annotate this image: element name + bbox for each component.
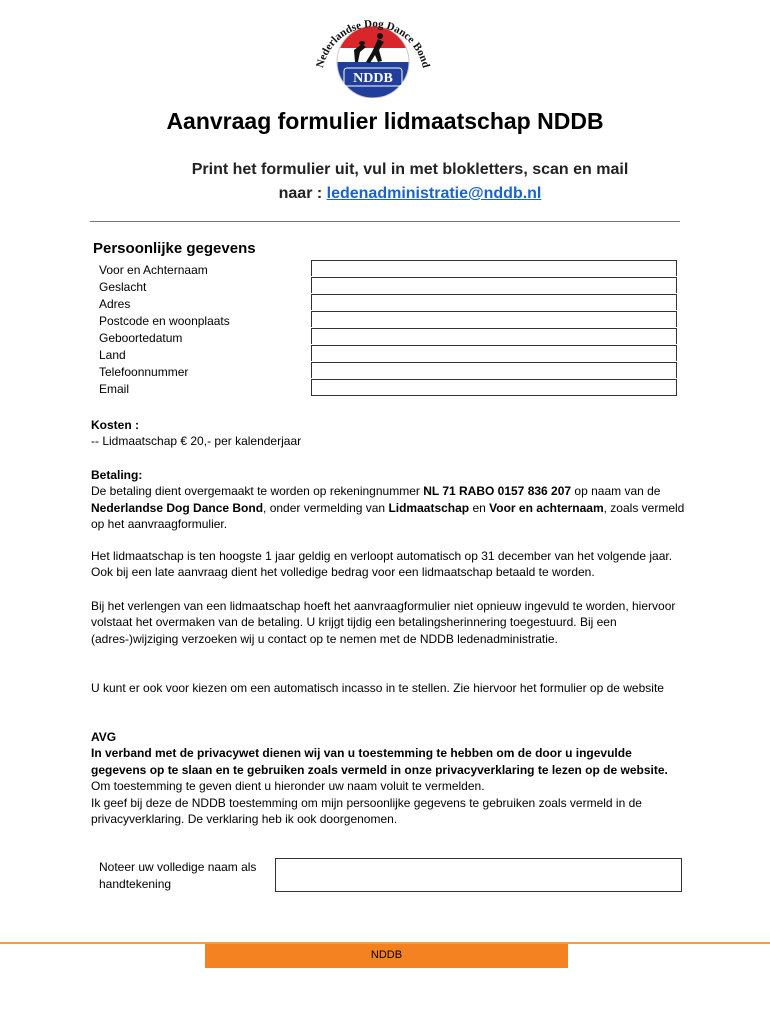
- payment-text: , onder vermelding van: [263, 500, 389, 515]
- subtitle-line1: Print het formulier uit, vul in met blokletters, scan en mail: [191, 161, 629, 178]
- footer-tab: NDDB: [205, 944, 568, 968]
- avg-section: [91, 729, 687, 827]
- payment-org: Nederlandse Dog Dance Bond: [91, 500, 264, 515]
- signature-input[interactable]: [275, 858, 682, 892]
- payment-membership: Lidmaatschap: [388, 500, 470, 515]
- avg-heading: AVG: [91, 730, 117, 744]
- nddb-logo: [308, 12, 438, 98]
- logo-badge: NDDB: [353, 71, 393, 86]
- payment-text: , zoals vermeld op het aanvraagformulier.: [91, 500, 685, 532]
- payment-text: en: [469, 500, 490, 515]
- costs-heading: Kosten :: [91, 418, 139, 432]
- incasso-info: U kunt er ook voor kiezen om een automatisch incasso in te stellen. Zie hiervoor het formulier op de website: [91, 681, 664, 695]
- payment-name: Voor en achternaam: [489, 500, 604, 515]
- field-label-country: Land: [99, 348, 126, 362]
- field-label-name: Voor en Achternaam: [99, 263, 208, 277]
- payment-iban: NL 71 RABO 0157 836 207: [423, 484, 572, 499]
- field-label-birthdate: Geboortedatum: [99, 331, 183, 345]
- payment-text: op naam van de: [571, 484, 661, 499]
- membership-validity: Het lidmaatschap is ten hoogste 1 jaar geldig en verloopt automatisch op 31 december van het volgende jaar. Ook bij een late aanvraag dient het volledige bedrag voor een lidmaatschap betaald te worden.: [91, 549, 673, 580]
- costs-section: [91, 417, 687, 450]
- field-label-gender: Geslacht: [99, 280, 147, 294]
- input-phone[interactable]: [311, 362, 677, 378]
- field-label-address: Adres: [99, 297, 131, 311]
- payment-heading: Betaling:: [91, 468, 143, 482]
- signature-label: Noteer uw volledige naam als handtekening: [99, 860, 257, 891]
- page-title: Aanvraag formulier lidmaatschap NDDB: [166, 108, 604, 134]
- input-name[interactable]: [311, 260, 677, 276]
- input-country[interactable]: [311, 345, 677, 361]
- input-address[interactable]: [311, 294, 677, 310]
- input-email[interactable]: [311, 379, 677, 396]
- subtitle: [120, 158, 700, 206]
- avg-line2: Ik geef bij deze de NDDB toestemming om mijn persoonlijke gegevens te gebruiken zoals vermeld in de privacyverklaring. De verklaring heb ik ook doorgenomen.: [91, 795, 642, 827]
- input-birthdate[interactable]: [311, 328, 677, 344]
- payment-text: De betaling dient overgemaakt te worden op rekeningnummer: [91, 484, 424, 499]
- input-gender[interactable]: [311, 277, 677, 293]
- divider: [90, 221, 680, 222]
- costs-line: -- Lidmaatschap € 20,- per kalenderjaar: [91, 434, 302, 449]
- field-label-postcode: Postcode en woonplaats: [99, 314, 230, 328]
- personal-heading: Persoonlijke gegevens: [93, 240, 256, 257]
- payment-section: [91, 467, 687, 533]
- input-postcode[interactable]: [311, 311, 677, 327]
- field-label-phone: Telefoonnummer: [99, 365, 189, 379]
- logo-arc-text: Nederlandse Dog Dance Bond: [314, 17, 432, 70]
- field-label-email: Email: [99, 382, 130, 396]
- avg-bold-text: In verband met de privacywet dienen wij van u toestemming te hebben om de door u ingevulde gegevens op te slaan en te gebruiken zoals vermeld in onze privacyverklaring te lezen op de website.: [91, 746, 668, 777]
- email-link[interactable]: ledenadministratie@nddb.nl: [326, 185, 542, 202]
- renewal-info: Bij het verlengen van een lidmaatschap hoeft het aanvraagformulier niet opnieuw ingevuld te worden, hiervoor volstaat het overmaken van de betaling. U krijgt tijdig een betalingsherinnering toegestuurd. Bij een (adres-)wijziging verzoeken wij u contact op te nemen met de NDDB ledenadministratie.: [91, 599, 676, 646]
- subtitle-line2-prefix: naar :: [278, 185, 327, 202]
- avg-line1: Om toestemming te geven dient u hieronder uw naam voluit te vermelden.: [91, 779, 485, 794]
